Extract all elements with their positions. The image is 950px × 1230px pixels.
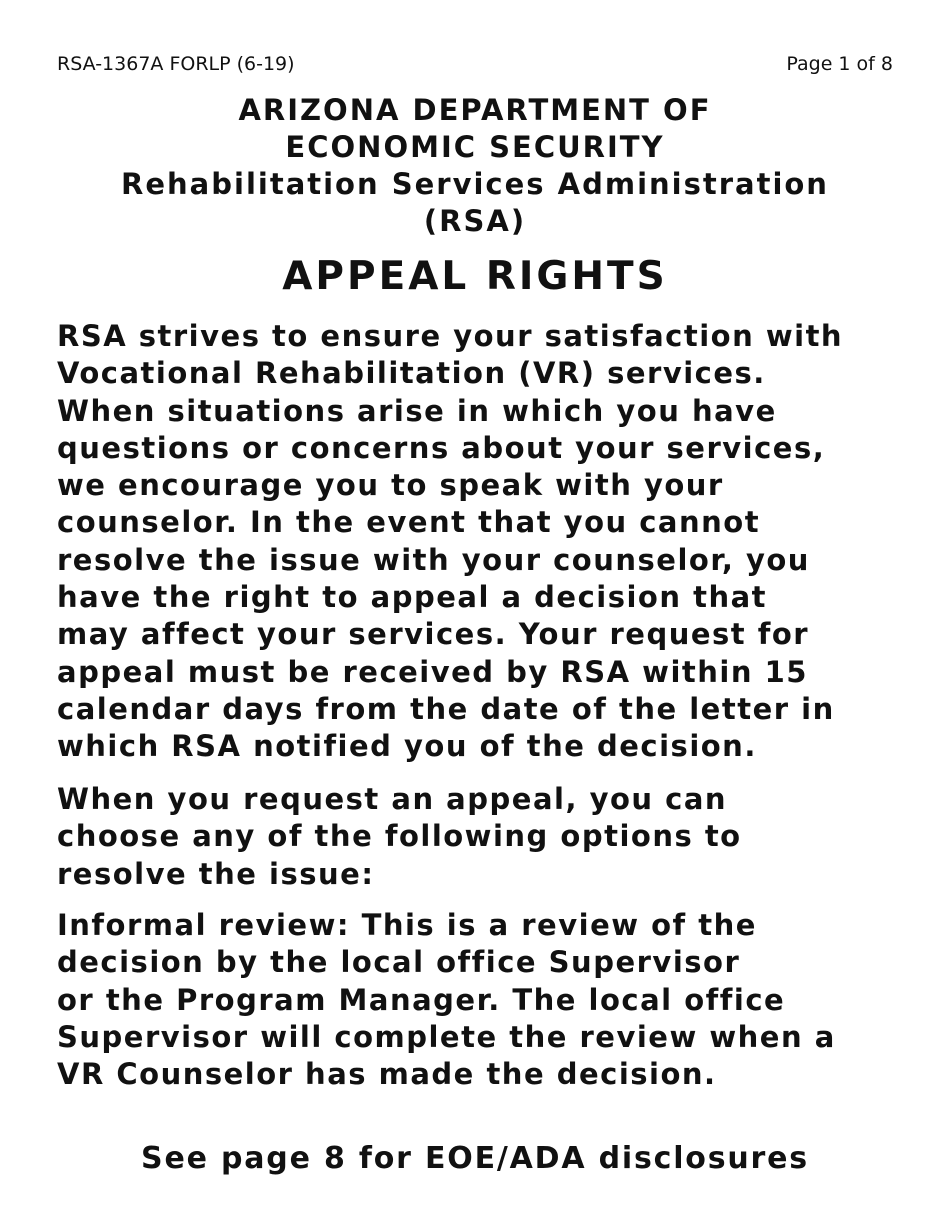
intro-paragraph	[57, 318, 917, 766]
paragraph-line: counselor. In the event that you cannot	[57, 505, 761, 540]
agency-line-4: (RSA)	[423, 204, 527, 238]
paragraph-line: decision by the local office Supervisor	[57, 945, 741, 980]
page-title: APPEAL RIGHTS	[282, 254, 668, 299]
form-id: RSA-1367A FORLP (6-19)	[57, 53, 295, 75]
paragraph-line: Vocational Rehabilitation (VR) services.	[57, 356, 766, 391]
paragraph-line: appeal must be received by RSA within 15	[57, 654, 808, 689]
informal-review-paragraph	[57, 907, 917, 1093]
options-paragraph	[57, 781, 917, 893]
paragraph-line: When you request an appeal, you can	[57, 782, 728, 816]
agency-heading	[0, 92, 950, 240]
paragraph-line: which RSA notified you of the decision.	[57, 729, 757, 764]
agency-line-3: Rehabilitation Services Administration	[121, 167, 829, 201]
paragraph-line: Supervisor will complete the review when a	[57, 1019, 836, 1054]
paragraph-line: resolve the issue with your counselor, you	[57, 542, 810, 577]
paragraph-line: may affect your services. Your request for	[57, 617, 810, 652]
paragraph-line: have the right to appeal a decision that	[57, 580, 768, 615]
agency-line-2: ECONOMIC SECURITY	[285, 130, 665, 164]
paragraph-line: choose any of the following options to	[57, 819, 742, 854]
paragraph-line: When situations arise in which you have	[57, 393, 777, 428]
footer-note: See page 8 for EOE/ADA disclosures	[141, 1141, 809, 1176]
paragraph-line: calendar days from the date of the letter in	[57, 691, 835, 726]
paragraph-line: or the Program Manager. The local office	[57, 982, 786, 1017]
page-header	[57, 53, 893, 75]
paragraph-line: VR Counselor has made the decision.	[57, 1057, 717, 1092]
paragraph-line: questions or concerns about your services,	[57, 430, 826, 465]
agency-line-1: ARIZONA DEPARTMENT OF	[238, 93, 712, 127]
paragraph-line: resolve the issue:	[57, 856, 375, 891]
paragraph-line: Informal review: This is a review of the	[57, 908, 757, 942]
paragraph-line: we encourage you to speak with your	[57, 468, 724, 503]
paragraph-line: RSA strives to ensure your satisfaction with	[57, 319, 844, 353]
page-number: Page 1 of 8	[786, 53, 893, 75]
